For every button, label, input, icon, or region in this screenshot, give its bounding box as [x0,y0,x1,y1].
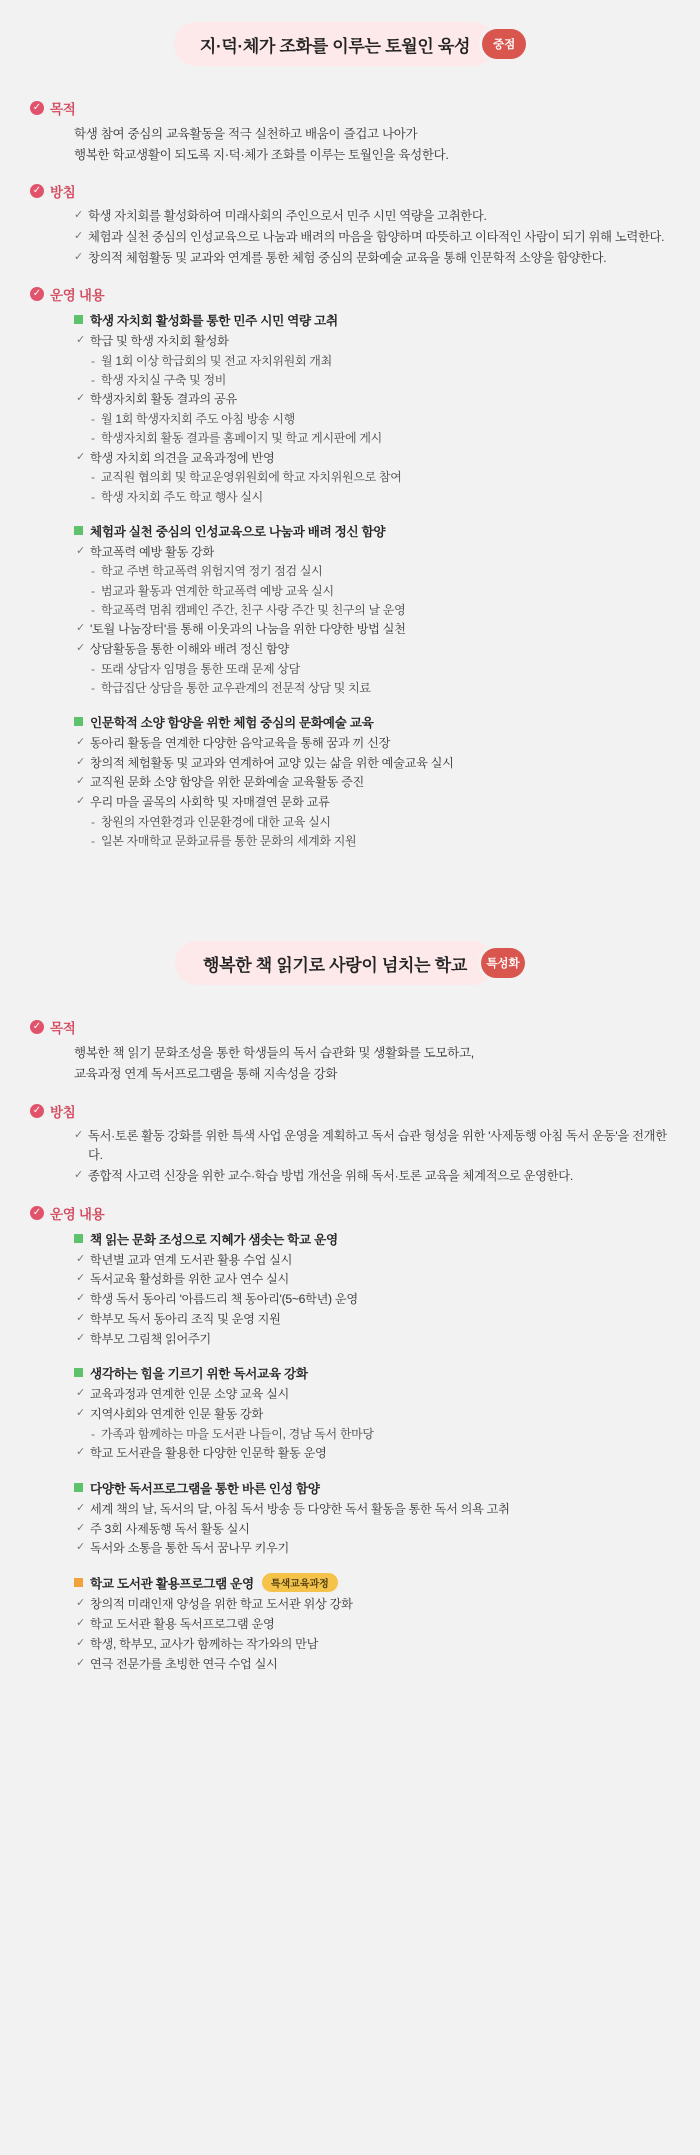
check-circle-icon: ✓ [30,1020,44,1034]
purpose-text: 행복한 책 읽기 문화조성을 통한 학생들의 독서 습관화 및 생활화를 도모하고, 교육과정 연계 독서프로그램을 통해 지속성을 강화 [74,1046,474,1081]
list-item: ✓ 체험과 실천 중심의 인성교육으로 나눔과 배려의 마음을 함양하며 따뜻하고 이타적인 사람이 되기 위해 노력한다. [74,228,670,248]
list-item: ✓ 우리 마을 골목의 사회학 및 자매결연 문화 교류 [76,793,670,813]
sub-list [90,813,670,851]
sub-list [90,1425,670,1444]
list-item: ✓ 창의적 체험활동 및 교과와 연계하여 교양 있는 삶을 위한 예술교육 실시 [76,754,670,774]
sub-list-item: - 학급집단 상담을 통한 교우관계의 전문적 상담 및 치료 [90,679,670,698]
list-item: ✓ 창의적 체험활동 및 교과와 연계를 통한 체험 중심의 문화예술 교육을 통해 인문학적 소양을 함양한다. [74,249,670,269]
sub-list-item: - 학교폭력 멈춰 캠페인 주간, 친구 사랑 주간 및 친구의 날 운영 [90,601,670,620]
block-heading [74,1478,670,1497]
check-list [76,1251,670,1350]
title-banner [0,0,700,82]
group-heading-purpose [30,1017,670,1037]
block-heading [74,712,670,731]
check-circle-icon: ✓ [30,101,44,115]
purpose-text: 학생 참여 중심의 교육활동을 적극 실천하고 배움이 즐겁고 나아가 행복한 학교생활이 되도록 지·덕·체가 조화를 이루는 토월인을 육성한다. [74,127,449,162]
sub-list-item: - 월 1회 이상 학급회의 및 전교 자치위원회 개최 [90,352,670,371]
block-title: 다양한 독서프로그램을 통한 바른 인성 함양 [90,1481,320,1496]
list-item: ✓ 연극 전문가를 초빙한 연극 수업 실시 [76,1655,670,1675]
operation-block [74,1229,670,1350]
check-circle-icon: ✓ [30,1104,44,1118]
block-badge: 특색교육과정 [262,1573,338,1592]
banner-title: 행복한 책 읽기로 사랑이 넘치는 학교 [203,955,467,975]
sub-list [90,410,670,448]
check-list [76,1500,670,1559]
list-item: ✓ 독서·토론 활동 강화를 위한 특색 사업 운영을 계획하고 독서 습관 형성을 위한 '사제동행 아침 독서 운동'을 전개한다. [74,1127,670,1166]
check-list [76,543,670,698]
sub-list-item: - 학생자치회 활동 결과를 홈페이지 및 학교 게시판에 게시 [90,429,670,448]
square-bullet-icon [74,526,83,535]
group-title: 운영 내용 [50,288,105,304]
list-item: ✓ 학생 자치회를 활성화하여 미래사회의 주인으로서 민주 시민 역량을 고취한다. [74,207,670,227]
section-body [0,98,700,851]
list-item: ✓ 창의적 미래인재 양성을 위한 학교 도서관 위상 강화 [76,1595,670,1615]
group-heading-operation [30,284,670,304]
square-bullet-icon [74,315,83,324]
sub-list [90,660,670,698]
sub-list [90,562,670,620]
sub-list-item: - 월 1회 학생자치회 주도 아침 방송 시행 [90,410,670,429]
list-item: ✓ '토월 나눔장터'를 통해 이웃과의 나눔을 위한 다양한 방법 실천 [76,620,670,640]
group-heading-operation [30,1203,670,1223]
check-list [76,1595,670,1674]
list-item: ✓ 학교 도서관 활용 독서프로그램 운영 [76,1615,670,1635]
block-heading [74,1229,670,1248]
list-item: ✓ 학생, 학부모, 교사가 함께하는 작가와의 만남 [76,1635,670,1655]
square-bullet-icon [74,717,83,726]
banner-badge: 중점 [482,29,526,59]
list-item: ✓ 학부모 독서 동아리 조직 및 운영 지원 [76,1310,670,1330]
list-item: ✓ 지역사회와 연계한 인문 활동 강화 [76,1405,670,1425]
square-bullet-icon [74,1578,83,1587]
check-circle-icon: ✓ [30,184,44,198]
list-item: ✓ 학교폭력 예방 활동 강화 [76,543,670,563]
block-heading [74,310,670,329]
sub-list-item: - 창원의 자연환경과 인문환경에 대한 교육 실시 [90,813,670,832]
sub-list-item: - 가족과 함께하는 마을 도서관 나들이, 경남 독서 한마당 [90,1425,670,1444]
sub-list-item: - 교직원 협의회 및 학교운영위원회에 학교 자치위원으로 참여 [90,468,670,487]
list-item: ✓ 독서와 소통을 통한 독서 꿈나무 키우기 [76,1539,670,1559]
check-circle-icon: ✓ [30,1206,44,1220]
sub-list-item: - 학생 자치회 주도 학교 행사 실시 [90,488,670,507]
block-title: 인문학적 소양 함양을 위한 체험 중심의 문화예술 교육 [90,715,374,730]
sub-list-item: - 학교 주변 학교폭력 위험지역 정기 점검 실시 [90,562,670,581]
block-heading [74,1363,670,1382]
sub-list-item: - 일본 자매학교 문화교류를 통한 문화의 세계화 지원 [90,832,670,851]
block-heading [74,521,670,540]
block-title: 생각하는 힘을 기르기 위한 독서교육 강화 [90,1367,308,1382]
block-title: 체험과 실천 중심의 인성교육으로 나눔과 배려 정신 함양 [90,524,386,539]
operation-block [74,310,670,506]
title-banner [0,919,700,1001]
check-circle-icon: ✓ [30,287,44,301]
policy-list [74,207,670,268]
list-item: ✓ 주 3회 사제동행 독서 활동 실시 [76,1520,670,1540]
operation-block [74,521,670,698]
list-item: ✓ 학년별 교과 연계 도서관 활용 수업 실시 [76,1251,670,1271]
sub-list [90,468,670,506]
group-title: 운영 내용 [50,1206,105,1222]
group-heading-purpose [30,98,670,118]
operation-block [74,1573,670,1674]
list-item: ✓ 상담활동을 통한 이해와 배려 정신 함양 [76,640,670,660]
operation-block [74,1363,670,1463]
sub-list-item: - 학생 자치실 구축 및 정비 [90,371,670,390]
block-title: 학생 자치회 활성화를 통한 민주 시민 역량 고취 [90,314,338,329]
check-list [76,332,670,506]
banner-badge: 특성화 [481,948,525,978]
list-item: ✓ 학부모 그림책 읽어주기 [76,1330,670,1350]
list-item: ✓ 세계 책의 날, 독서의 달, 아침 독서 방송 등 다양한 독서 활동을 통한 독서 의욕 고취 [76,1500,670,1520]
check-list [76,1385,670,1463]
section-body [0,1017,700,1674]
list-item: ✓ 학급 및 학생 자치회 활성화 [76,332,670,352]
policy-list [74,1127,670,1187]
check-list [76,734,670,851]
square-bullet-icon [74,1483,83,1492]
operation-block [74,712,670,851]
group-title: 방침 [50,185,76,201]
list-item: ✓ 독서교육 활성화를 위한 교사 연수 실시 [76,1270,670,1290]
banner-pill [174,22,496,66]
group-heading-policy [30,1101,670,1121]
section-spacer [0,865,700,919]
group-title: 목적 [50,1021,76,1037]
list-item: ✓ 학생자치회 활동 결과의 공유 [76,390,670,410]
sub-list-item: - 범교과 활동과 연계한 학교폭력 예방 교육 실시 [90,582,670,601]
banner-pill [175,941,495,985]
operation-block [74,1478,670,1559]
square-bullet-icon [74,1368,83,1377]
square-bullet-icon [74,1234,83,1243]
block-title: 학교 도서관 활용프로그램 운영 [90,1577,254,1592]
list-item: ✓ 학교 도서관을 활용한 다양한 인문학 활동 운영 [76,1444,670,1464]
sub-list-item: - 또래 상담자 임명을 통한 또래 문제 상담 [90,660,670,679]
list-item: ✓ 학생 독서 동아리 '아름드리 책 동아리'(5~6학년) 운영 [76,1290,670,1310]
sub-list [90,352,670,390]
list-item: ✓ 동아리 활동을 연계한 다양한 음악교육을 통해 꿈과 끼 신장 [76,734,670,754]
list-item: ✓ 학생 자치회 의견을 교육과정에 반영 [76,449,670,469]
group-title: 목적 [50,102,76,117]
list-item: ✓ 교육과정과 연계한 인문 소양 교육 실시 [76,1385,670,1405]
list-item: ✓ 교직원 문화 소양 함양을 위한 문화예술 교육활동 증진 [76,773,670,793]
block-title: 책 읽는 문화 조성으로 지혜가 샘솟는 학교 운영 [90,1232,338,1247]
group-heading-policy [30,181,670,201]
banner-title: 지·덕·체가 조화를 이루는 토월인 육성 [199,36,471,56]
group-title: 방침 [50,1104,76,1120]
list-item: ✓ 종합적 사고력 신장을 위한 교수·학습 방법 개선을 위해 독서·토론 교육을 체계적으로 운영한다. [74,1167,670,1187]
block-heading [74,1573,670,1592]
